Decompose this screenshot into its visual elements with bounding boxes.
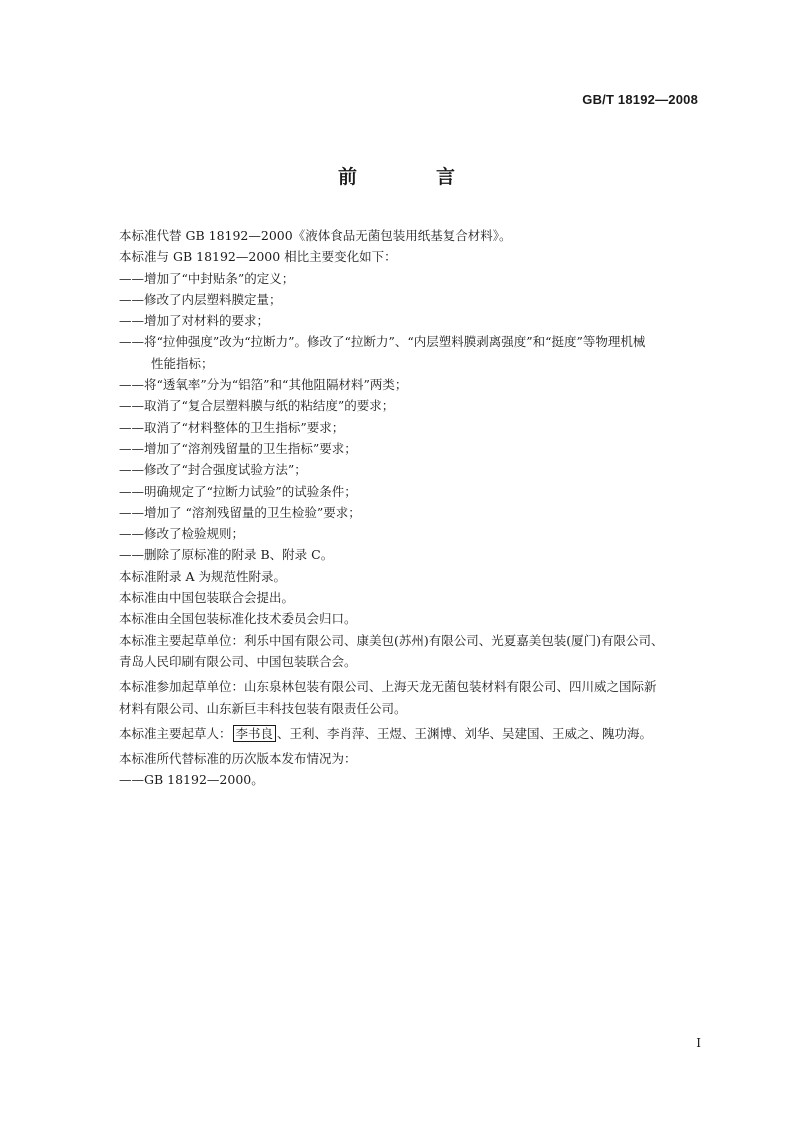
change-item: ——将“拉伸强度”改为“拉断力”。修改了“拉断力”、“内层塑料膜剥离强度”和“挺度”等物理机械 xyxy=(119,334,646,350)
paragraph-proposer: 本标准由中国包装联合会提出。 xyxy=(119,590,295,606)
paragraph-changes-intro: 本标准与 GB 18192—2000 相比主要变化如下： xyxy=(119,249,397,265)
change-item: ——修改了“封合强度试验方法”； xyxy=(119,462,307,478)
page-title: 前 言 xyxy=(337,166,485,188)
paragraph-drafters xyxy=(119,723,719,744)
history-item: ——GB 18192—2000。 xyxy=(119,772,264,788)
paragraph-annex: 本标准附录 A 为规范性附录。 xyxy=(119,568,286,584)
foreword-body xyxy=(119,225,719,791)
change-item: ——增加了“溶剂残留量的卫生指标”要求； xyxy=(119,440,357,456)
change-item: ——增加了“中封贴条”的定义； xyxy=(119,270,295,286)
drafters-rest: 、王利、李肖萍、王煜、王渊博、刘华、吴建国、王威之、隗功海。 xyxy=(277,725,653,741)
document-code: GB/T 18192—2008 xyxy=(582,92,698,107)
change-item: ——取消了“复合层塑料膜与纸的粘结度”的要求； xyxy=(119,398,395,414)
paragraph-main-drafters-org-cont: 青岛人民印刷有限公司、中国包装联合会。 xyxy=(119,653,357,669)
change-item: ——修改了内层塑料膜定量； xyxy=(119,291,282,307)
highlighted-name: 李书良 xyxy=(233,725,277,742)
paragraph-replaces: 本标准代替 GB 18192—2000《液体食品无菌包装用纸基复合材料》。 xyxy=(119,228,512,243)
paragraph-participating-org: 本标准参加起草单位：山东泉林包装有限公司、上海天龙无菌包装材料有限公司、四川威之国际新 xyxy=(119,679,657,695)
change-item: ——将“透氧率”分为“铝箔”和“其他阻隔材料”两类； xyxy=(119,377,408,393)
paragraph-history: 本标准所代替标准的历次版本发布情况为： xyxy=(119,751,357,767)
page-number: I xyxy=(696,1036,701,1050)
paragraph-participating-org-cont: 材料有限公司、山东新巨丰科技包装有限责任公司。 xyxy=(119,700,407,716)
change-item-continued: 性能指标； xyxy=(151,355,214,371)
change-item: ——增加了对材料的要求； xyxy=(119,313,270,329)
paragraph-committee: 本标准由全国包装标准化技术委员会归口。 xyxy=(119,611,357,627)
change-item: ——增加了 “溶剂残留量的卫生检验”要求； xyxy=(119,504,361,520)
paragraph-main-drafters-org: 本标准主要起草单位：利乐中国有限公司、康美包(苏州)有限公司、光夏嘉美包装(厦门)有限公司、 xyxy=(119,632,664,648)
change-item: ——删除了原标准的附录 B、附录 C。 xyxy=(119,547,334,563)
change-item: ——明确规定了“拉断力试验”的试验条件； xyxy=(119,483,357,499)
drafters-prefix: 本标准主要起草人： xyxy=(119,725,232,741)
change-item: ——修改了检验规则； xyxy=(119,526,245,542)
change-item: ——取消了“材料整体的卫生指标”要求； xyxy=(119,419,345,435)
